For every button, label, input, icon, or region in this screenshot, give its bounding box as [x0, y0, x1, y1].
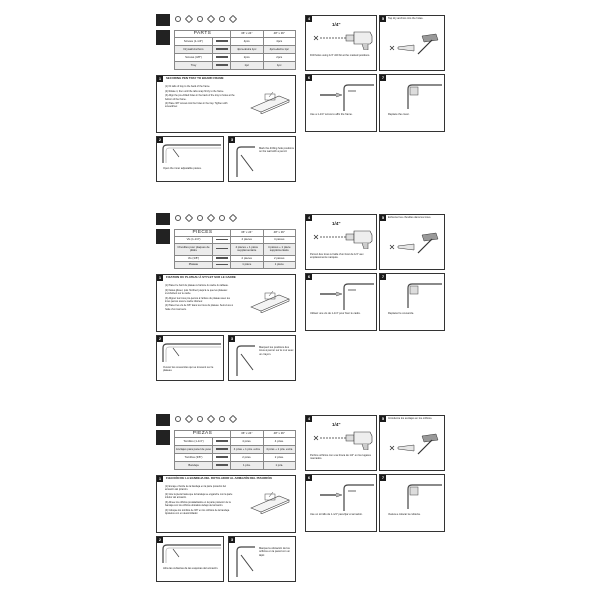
step-7-caption: Replace the cover. [388, 113, 410, 116]
left-page [150, 408, 300, 588]
step-number: 4 [307, 416, 311, 421]
drill-bit-label: 1/4" [332, 221, 341, 226]
pencil-marking-diagram [233, 344, 257, 378]
part-image [213, 243, 231, 255]
step-number: 6 [307, 75, 311, 80]
size-header-a: 36" x 24" [231, 31, 264, 38]
anchor-icon [185, 15, 193, 23]
anchor-hammer-diagram [388, 32, 442, 62]
pencil-icon [219, 215, 225, 221]
part-name: Screws (3/8") [175, 53, 213, 61]
step-1-instructions [165, 485, 235, 516]
step-1-panel [156, 274, 296, 332]
instruction-line: (1) Encaje el borde de la bandeja en la parte posterior del armazón del pizarrón. [165, 485, 227, 492]
step-number: 3 [230, 537, 234, 542]
step-7-panel [379, 74, 445, 132]
part-name: Tornillos (3/8") [175, 453, 213, 461]
step-number: 2 [158, 137, 162, 142]
step-6-panel [305, 273, 377, 331]
language-tab [156, 30, 170, 45]
step-4-caption: Perfore orificios con una broca de 1/4" en los lugares marcados. [310, 454, 371, 461]
step-number: 7 [381, 75, 385, 80]
qty-a: 1 pza. [231, 461, 264, 469]
step-number: 4 [307, 16, 311, 21]
step-number: 7 [381, 274, 385, 279]
qty-b: 2pcs [263, 53, 296, 61]
tray-diagram [249, 287, 291, 313]
step-1-instructions [165, 85, 235, 110]
step-4-panel [305, 15, 377, 71]
part-name: Vis (3/8") [175, 255, 213, 262]
parts-table [174, 30, 296, 70]
step-number: 5 [381, 16, 385, 21]
pencil-marking-diagram [233, 145, 257, 179]
step-number: 3 [230, 137, 234, 142]
part-image [213, 255, 231, 262]
step-5-caption: Enfoncez les chevilles dans les trous. [388, 216, 432, 219]
step-number: 6 [307, 475, 311, 480]
step-3-panel [228, 335, 296, 381]
size-header-b: 48" x 36" [263, 431, 296, 438]
qty-a: 2 pièces [231, 255, 264, 262]
step-number: 4 [307, 215, 311, 220]
parts-table [174, 229, 296, 269]
step-2-caption: Abra las cubiertas de las esquinas del armazón. [163, 567, 219, 570]
step-number: 2 [158, 336, 162, 341]
pencil-marking-diagram [233, 545, 257, 579]
step-7-panel [379, 474, 445, 532]
frame-corner-diagram [161, 543, 223, 565]
instruction-line: (4) Coloque los tornillos de 3/8" en los orificios de la bandeja. Ajústelos con un destornillador. [165, 508, 230, 515]
parts-table [174, 430, 296, 470]
table-row [175, 243, 296, 255]
instruction-line: (3) Alignez les trous pré-percés à l'arrière du plateau avec les trous percés sous le cadre inférieur. [165, 296, 230, 303]
step-5-caption: Tap dry anchors into the holes. [388, 17, 424, 20]
brand-tab [156, 14, 170, 26]
part-image [213, 461, 231, 469]
table-row [175, 255, 296, 262]
step-5-panel [379, 214, 445, 270]
table-row [175, 453, 296, 461]
part-image [213, 45, 231, 53]
step-1-title: FIXATION DU PLATEAU À STYLET SUR LE CADRE [166, 275, 236, 279]
step-1-panel [156, 75, 296, 133]
brand-tab [156, 213, 170, 225]
size-header-b: 48" x 36" [263, 230, 296, 237]
instruction-line: (2) Faites glisser, puis l'inclinez jusqu'à ce que les plateaux s'emboîtent sur le cadre. [165, 288, 228, 295]
qty-a: 4pcs [231, 37, 264, 45]
size-header-a: 36" x 24" [231, 431, 264, 438]
step-number: 5 [381, 416, 385, 421]
part-name: Chevilles pour plaques de plâtre [175, 243, 213, 255]
step-1-panel [156, 475, 296, 533]
step-4-caption: Drill holes using 1/4" drill bit at the marked positions. [310, 54, 371, 57]
drill-icon [229, 415, 237, 423]
qty-b: 4 pzas. [263, 437, 296, 445]
instruction-line: (3) Align the pre-drilled holes in the back of the tray to holes at the bottom of the frame. [165, 94, 235, 101]
step-5-caption: Introduzca los anclajes en los orificios. [388, 417, 433, 420]
step-4-panel [305, 415, 377, 471]
parts-icons [175, 416, 255, 426]
part-image [213, 445, 231, 453]
step-3-caption: Marque la ubicación de los orificios en la pared con un lápiz. [259, 547, 290, 557]
qty-b: 4 pzas + 1 pza. extra [263, 445, 296, 453]
drill-bit-label: 1/4" [332, 22, 341, 27]
table-row [175, 461, 296, 469]
qty-a: 4 pièces [231, 236, 264, 243]
part-name: Anclajes para panel de yeso [175, 445, 213, 453]
step-4-panel [305, 214, 377, 270]
qty-b: 1 pza. [263, 461, 296, 469]
frame-corner-diagram [161, 342, 223, 364]
table-row [175, 445, 296, 453]
step-3-panel [228, 136, 296, 182]
screw-frame-diagram [314, 81, 374, 111]
instruction-line: (3) Alinee los orificios pretaladrados en la parte posterior de la bandeja con los orificios ubicados debajo del armazón. [165, 500, 231, 507]
screw-frame-diagram [314, 280, 374, 310]
step-number: 1 [158, 275, 162, 280]
table-row [175, 53, 296, 61]
language-tab [156, 430, 170, 445]
part-image [213, 453, 231, 461]
part-image [213, 262, 231, 269]
table-row [175, 61, 296, 69]
drill-diagram [312, 227, 376, 249]
part-name: Drywall Anchors [175, 45, 213, 53]
part-name: Bandeja [175, 461, 213, 469]
qty-a: 4 pièces + 1 pièce supplémentaire [231, 243, 264, 255]
qty-b: 4 pièces [263, 236, 296, 243]
part-name: Screws (1-1/4") [175, 37, 213, 45]
right-page [300, 408, 450, 588]
instruction-line: (4) Placez les vis de 3/8" dans les trous du plateau. Serrez-les à l'aide d'un tournevis. [165, 304, 233, 311]
instruction-line: (4) Place 3/8" screws into the holes in the tray. Tighten with screwdriver. [165, 102, 228, 109]
table-row [175, 236, 296, 243]
size-header-b: 48" x 36" [263, 31, 296, 38]
instruction-line: (1) Fit tabs of tray to the back of the frame. [165, 85, 211, 88]
step-3-caption: Marquez les positions des trous à percer sur le mur avec un crayon. [259, 346, 294, 356]
step-4-caption: Percez des trous à l'aide d'un foret de 1/4" aux emplacements marqués. [310, 253, 364, 260]
part-image [213, 236, 231, 243]
screw-icon [175, 215, 181, 221]
step-1-instructions [165, 284, 235, 312]
qty-b: 1pc [263, 61, 296, 69]
anchor-icon [185, 415, 193, 423]
step-1-title: FIJACIÓN DE LA BANDEJA DEL ROTULADOR AL ARMAZÓN DEL PIZARRÓN [166, 476, 272, 480]
drill-diagram [312, 428, 376, 450]
anchor-icon [185, 214, 193, 222]
frame-corner-diagram [161, 143, 223, 165]
part-image [213, 61, 231, 69]
step-7-panel [379, 273, 445, 331]
qty-a: 4 pzas. [231, 437, 264, 445]
step-6-panel [305, 474, 377, 532]
drill-icon [229, 15, 237, 23]
screw-icon [175, 16, 181, 22]
qty-b: 1 pièce [263, 262, 296, 269]
step-number: 1 [158, 76, 162, 81]
step-number: 5 [381, 215, 385, 220]
screwdriver-icon [207, 214, 215, 222]
step-6-caption: Use a 1-1/4" screw to affix the frame. [310, 113, 353, 116]
step-2-panel [156, 335, 224, 381]
step-number: 6 [307, 274, 311, 279]
step-3-caption: Mark the drilling hole positions on the wall with a pencil. [259, 147, 294, 154]
part-image [213, 53, 231, 61]
qty-a: 2pcs [231, 53, 264, 61]
cover-diagram [388, 481, 442, 509]
left-page [150, 8, 300, 188]
qty-a: 4pcs+Extra 1pc [231, 45, 264, 53]
qty-b: 2 pièces [263, 255, 296, 262]
step-number: 3 [230, 336, 234, 341]
instruction-line: (2) Gire la pieza hasta que la bandeja se enganche con la parte inferior del armazón. [165, 492, 233, 499]
anchor-hammer-diagram [388, 432, 442, 462]
part-name: Vis (1-1/4") [175, 236, 213, 243]
screw-frame-diagram [314, 481, 374, 511]
qty-b: 2 pzas. [263, 453, 296, 461]
step-2-panel [156, 536, 224, 582]
step-7-caption: Vuelva a colocar la cubierta. [388, 513, 421, 516]
qty-b: 4pcs+Extra 1pc [263, 45, 296, 53]
step-3-panel [228, 536, 296, 582]
drill-bit-label: 1/4" [332, 422, 341, 427]
qty-a: 1pc [231, 61, 264, 69]
screwdriver-icon [207, 415, 215, 423]
qty-a: 4 pzas + 1 pza. extra [231, 445, 264, 453]
anchor-hammer-diagram [388, 231, 442, 261]
screw-icon [175, 416, 181, 422]
table-row [175, 437, 296, 445]
parts-title: PIECES [175, 230, 231, 237]
qty-b: 4 pièces + 1 pièce supplémentaire [263, 243, 296, 255]
tray-diagram [249, 88, 291, 114]
qty-b: 4pcs [263, 37, 296, 45]
table-row [175, 45, 296, 53]
brand-tab [156, 414, 170, 426]
tray-diagram [249, 488, 291, 514]
cover-diagram [388, 81, 442, 109]
size-header-a: 36" x 24" [231, 230, 264, 237]
step-number: 2 [158, 537, 162, 542]
instruction-line: (1) Placez le bord du plateau à l'arrière du cadre du tableau. [165, 284, 229, 287]
step-2-caption: Ouvrez les couvercles qui se trouvent sur le plateau. [163, 366, 214, 373]
step-7-caption: Replacez le couvercle. [388, 312, 415, 315]
step-2-caption: Open the inner adjustable pieces. [163, 167, 202, 170]
step-number: 1 [158, 476, 162, 481]
part-name: Tornillos (1-1/4") [175, 437, 213, 445]
screw-icon [197, 16, 203, 22]
left-page [150, 207, 300, 387]
step-5-panel [379, 415, 445, 471]
qty-a: 2 pzas. [231, 453, 264, 461]
part-name: Tray [175, 61, 213, 69]
cover-diagram [388, 280, 442, 308]
instruction-line: (2) Rotate it, then until the tabs snap firmly to the frame. [165, 89, 224, 93]
screw-icon [197, 215, 203, 221]
part-image [213, 437, 231, 445]
part-name: Plateau [175, 262, 213, 269]
step-5-panel [379, 15, 445, 71]
drill-icon [229, 214, 237, 222]
right-page [300, 207, 450, 387]
table-row [175, 262, 296, 269]
right-page [300, 8, 450, 188]
step-1-title: SECURING PEN TRAY TO BOARD FRAME [166, 76, 224, 80]
parts-title: PARTS [175, 31, 231, 38]
step-6-caption: Utilisez une vis de 1-1/4" pour fixer le cadre. [310, 312, 361, 315]
step-6-caption: Use un tornillo de 1-1/4" para fijar el armazón. [310, 513, 363, 516]
parts-icons [175, 16, 255, 26]
part-image [213, 37, 231, 45]
qty-a: 1 pièce [231, 262, 264, 269]
step-6-panel [305, 74, 377, 132]
drill-diagram [312, 28, 376, 50]
step-2-panel [156, 136, 224, 182]
parts-icons [175, 215, 255, 225]
screwdriver-icon [207, 15, 215, 23]
screw-icon [197, 416, 203, 422]
step-number: 7 [381, 475, 385, 480]
language-tab [156, 229, 170, 244]
table-row [175, 37, 296, 45]
parts-title: PIEZAS [175, 431, 231, 438]
pencil-icon [219, 416, 225, 422]
pencil-icon [219, 16, 225, 22]
